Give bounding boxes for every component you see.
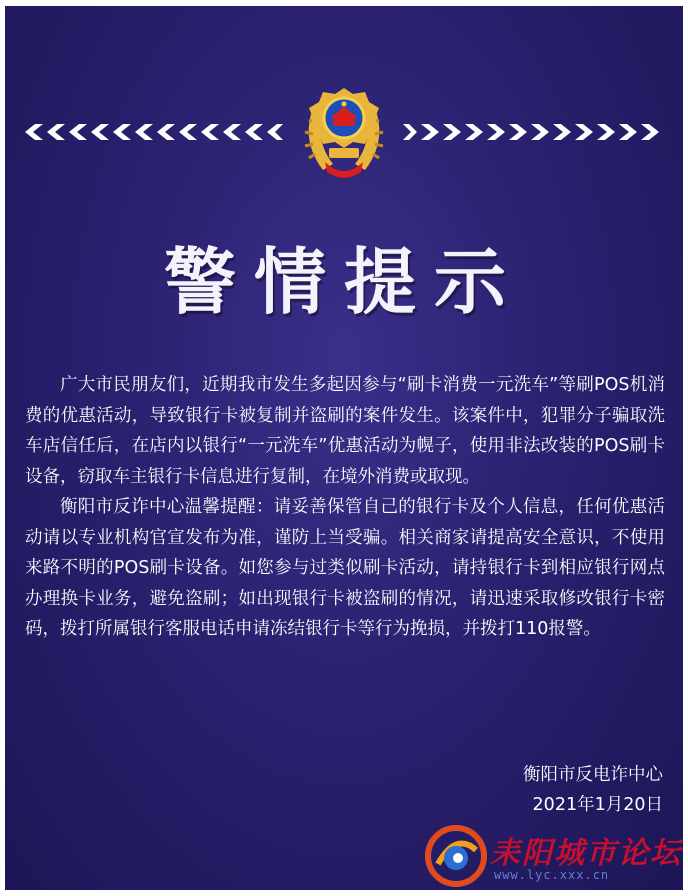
chevron-divider-right-icon <box>403 122 665 142</box>
notice-paragraph-2: 衡阳市反诈中心温馨提醒：请妥善保管自己的银行卡及个人信息，任何优惠活动请以专业机构官宣发布为准，谨防上当受骗。相关商家请提高安全意识，不使用来路不明的POS刷卡设备。如您参与过类似刷卡活动，请持银行卡到相应银行网点办理换卡业务，避免盗刷；如出现银行卡被盗刷的情况，请迅速采取修改银行卡密码，拨打所属银行客服电话申请冻结银行卡等行为挽损，并拨打110报警。 <box>25 497 665 639</box>
forum-name: 耒阳城市论坛 <box>490 836 682 871</box>
forum-watermark <box>424 820 684 890</box>
signature-block <box>523 760 663 820</box>
signature-org: 衡阳市反电诈中心 <box>523 765 663 785</box>
forum-logo-icon <box>424 824 488 888</box>
notice-paragraph-1: 广大市民朋友们，近期我市发生多起因参与“刷卡消费一元洗车”等刷POS机消费的优惠活动，导致银行卡被复制并盗刷的案件发生。该案件中，犯罪分子骗取洗车店信任后，在店内以银行“一元洗车”优惠活动为幌子，使用非法改装的POS刷卡设备，窃取车主银行卡信息进行复制，在境外消费或取现。 <box>25 375 665 487</box>
alert-title: 警情提示 <box>163 240 524 324</box>
alert-poster <box>5 6 683 890</box>
forum-url: www.lyc.xxx.cn <box>494 868 610 882</box>
police-emblem-icon <box>293 84 395 188</box>
chevron-divider-left-icon <box>21 122 283 142</box>
signature-date: 2021年1月20日 <box>532 795 663 815</box>
notice-body <box>25 370 665 645</box>
